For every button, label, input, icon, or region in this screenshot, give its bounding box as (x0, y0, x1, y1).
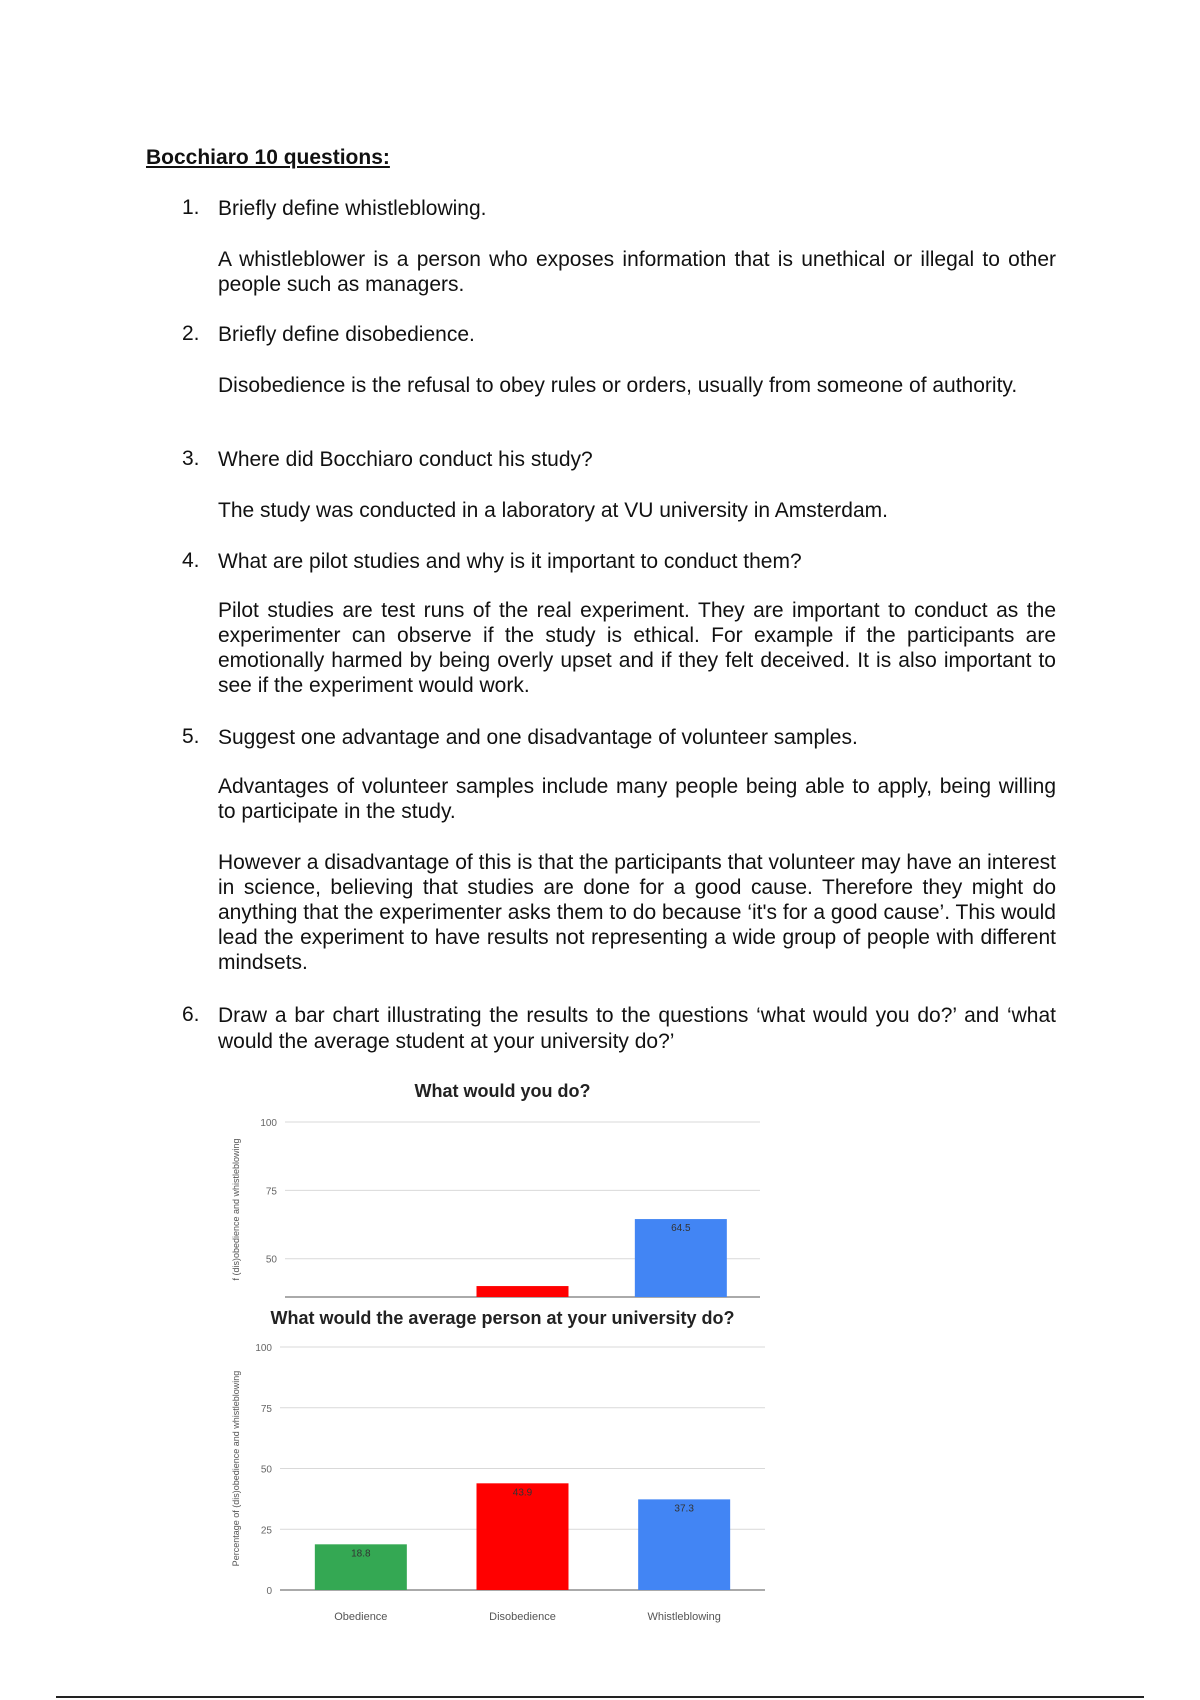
chart-title: What would the average person at your university do? (270, 1308, 735, 1328)
bar-disobedience (477, 1483, 569, 1590)
question-1: Briefly define whistleblowing. (218, 197, 487, 220)
y-axis-label: Percentage of (dis)obedience and whistleblowing (231, 1370, 241, 1567)
bar-value-label: 18.8 (351, 1548, 371, 1560)
bar-value-label: 37.3 (674, 1503, 694, 1515)
bar-disobedience (477, 1286, 569, 1297)
bar-value-label: 64.5 (671, 1223, 691, 1235)
question-2: Briefly define disobedience. (218, 323, 475, 346)
answer-5a: Advantages of volunteer samples include many people being able to apply, being willing to participate in the study. (218, 775, 1056, 823)
y-tick-label: 0 (266, 1586, 272, 1597)
x-tick-label: Obedience (334, 1611, 388, 1623)
question-number-3: 3. (182, 447, 200, 470)
chart-title: What would you do? (414, 1081, 591, 1101)
question-number-2: 2. (182, 322, 200, 345)
answer-4: Pilot studies are test runs of the real experiment. They are important to conduct as the experimenter can observe if the study is ethical. For example if the participants are emotionally harmed by being overly upset and if they felt deceived. It is also important to see if the experiment would work. (218, 599, 1056, 697)
y-tick-label: 100 (255, 1343, 272, 1354)
chart-average-person (225, 1300, 765, 1635)
y-tick-label: 75 (260, 1403, 272, 1415)
answer-3: The study was conducted in a laboratory at VU university in Amsterdam. (218, 499, 888, 522)
question-number-5: 5. (182, 725, 200, 748)
answer-1: A whistleblower is a person who exposes information that is unethical or illegal to other people such as managers. (218, 248, 1056, 296)
x-tick-label: Disobedience (489, 1611, 556, 1623)
question-3: Where did Bocchiaro conduct his study? (218, 448, 593, 471)
y-tick-label: 25 (260, 1525, 272, 1537)
y-tick-label: 50 (265, 1254, 277, 1266)
y-tick-label: 50 (260, 1464, 272, 1476)
answer-5b: However a disadvantage of this is that the participants that volunteer may have an interest in science, believing that studies are done for a good cause. Therefore they might do anything that the experimenter asks them to do because ‘it's for a good cause’. This would lead the experiment to have results not representing a wide group of people with different mindsets. (218, 851, 1056, 974)
page-divider (56, 1696, 1144, 1698)
question-5: Suggest one advantage and one disadvantage of volunteer samples. (218, 726, 858, 749)
y-tick-label: 100 (260, 1118, 277, 1129)
question-number-6: 6. (182, 1003, 200, 1026)
chart-what-would-you-do (225, 1075, 765, 1300)
question-4: What are pilot studies and why is it important to conduct them? (218, 550, 802, 573)
question-number-1: 1. (182, 196, 200, 219)
question-6: Draw a bar chart illustrating the results to the questions ‘what would you do?’ and ‘what would the average student at your university do?’ (218, 1004, 1056, 1053)
y-axis-label: f (dis)obedience and whistleblowing (231, 1138, 241, 1281)
x-tick-label: Whistleblowing (647, 1611, 721, 1623)
bar-value-label: 43.9 (512, 1487, 533, 1499)
answer-2: Disobedience is the refusal to obey rules or orders, usually from someone of authority. (218, 374, 1018, 397)
y-tick-label: 75 (265, 1186, 277, 1198)
question-number-4: 4. (182, 549, 200, 572)
page-title: Bocchiaro 10 questions: (146, 146, 390, 169)
